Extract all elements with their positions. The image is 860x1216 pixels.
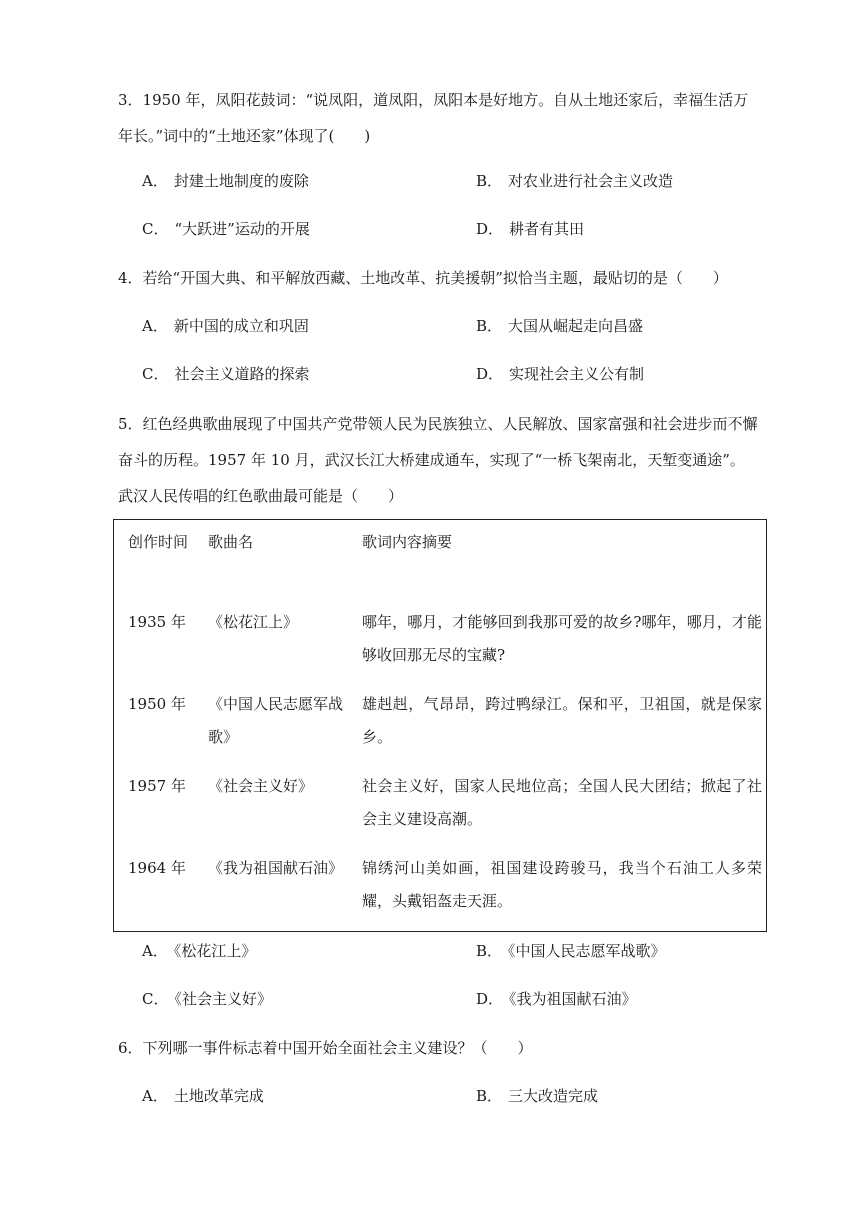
question-3-option-b[interactable] bbox=[476, 170, 673, 192]
table-cell-song: 《中国人民志愿军战歌》 bbox=[208, 695, 344, 746]
table-cell-lyrics: 哪年，哪月，才能够回到我那可爱的故乡?哪年，哪月，才能够收回那无尽的宝藏? bbox=[362, 613, 762, 664]
table-cell-time: 1957 年 bbox=[128, 777, 186, 795]
question-4-option-b[interactable] bbox=[476, 315, 643, 337]
option-letter: C． bbox=[142, 365, 169, 383]
option-letter: B． bbox=[476, 942, 503, 960]
option-letter: D． bbox=[476, 220, 504, 238]
question-5-option-d[interactable] bbox=[476, 988, 637, 1010]
table-cell-song: 《我为祖国献石油》 bbox=[208, 859, 344, 877]
option-letter: A． bbox=[142, 317, 168, 335]
option-text: 《我为祖国献石油》 bbox=[509, 990, 637, 1008]
table-header-time: 创作时间 bbox=[128, 533, 189, 551]
table-cell-time: 1935 年 bbox=[128, 613, 186, 631]
question-5-option-b[interactable] bbox=[476, 940, 666, 962]
question-5-stem: 5．红色经典歌曲展现了中国共产党带领人民为民族独立、人民解放、国家富强和社会进步而不懈奋斗的历程。1957 年 10 月，武汉长江大桥建成通车，实现了“一桥飞架南北，天堑变通途”。武汉人民传唱的红色歌曲最可能是（ ） bbox=[118, 415, 758, 505]
table-cell-song: 《松花江上》 bbox=[208, 613, 299, 631]
option-text: 新中国的成立和巩固 bbox=[173, 317, 309, 335]
question-4-option-a[interactable] bbox=[142, 315, 309, 337]
option-text: “大跃进”运动的开展 bbox=[174, 220, 310, 238]
question-5-option-a[interactable] bbox=[142, 940, 256, 962]
option-text: 封建土地制度的废除 bbox=[173, 172, 309, 190]
option-letter: A． bbox=[142, 172, 168, 190]
table-cell-lyrics: 社会主义好，国家人民地位高；全国人民大团结；掀起了社会主义建设高潮。 bbox=[362, 777, 762, 828]
option-text: 三大改造完成 bbox=[508, 1087, 599, 1105]
option-text: 对农业进行社会主义改造 bbox=[508, 172, 674, 190]
song-table bbox=[113, 519, 767, 932]
option-text: 土地改革完成 bbox=[173, 1087, 264, 1105]
option-letter: D． bbox=[476, 990, 504, 1008]
question-3-option-a[interactable] bbox=[142, 170, 309, 192]
question-4-stem: 4．若给“开国大典、和平解放西藏、土地改革、抗美援朝”拟恰当主题，最贴切的是（ ） bbox=[118, 269, 728, 287]
option-text: 社会主义道路的探索 bbox=[174, 365, 310, 383]
option-letter: D． bbox=[476, 365, 504, 383]
table-header-song: 歌曲名 bbox=[208, 533, 254, 551]
table-cell-song: 《社会主义好》 bbox=[208, 777, 314, 795]
table-cell-lyrics: 雄赳赳，气昂昂，跨过鸭绿江。保和平，卫祖国，就是保家乡。 bbox=[362, 695, 762, 746]
question-5-option-c[interactable] bbox=[142, 988, 272, 1010]
question-4-option-d[interactable] bbox=[476, 363, 644, 385]
question-4-option-c[interactable] bbox=[142, 363, 310, 385]
option-letter: A． bbox=[142, 942, 168, 960]
table-cell-lyrics: 锦绣河山美如画，祖国建设跨骏马，我当个石油工人多荣耀，头戴铝盔走天涯。 bbox=[362, 859, 762, 910]
option-text: 《松花江上》 bbox=[173, 942, 257, 960]
option-letter: B． bbox=[476, 172, 503, 190]
question-6-option-a[interactable] bbox=[142, 1085, 264, 1107]
option-text: 实现社会主义公有制 bbox=[509, 365, 645, 383]
question-6-option-b[interactable] bbox=[476, 1085, 598, 1107]
option-text: 大国从崛起走向昌盛 bbox=[508, 317, 644, 335]
question-3-option-c[interactable] bbox=[142, 218, 310, 240]
table-header-lyrics: 歌词内容摘要 bbox=[362, 533, 453, 551]
option-letter: A． bbox=[142, 1087, 168, 1105]
option-text: 耕者有其田 bbox=[509, 220, 585, 238]
table-cell-time: 1950 年 bbox=[128, 695, 186, 713]
option-letter: C． bbox=[142, 990, 169, 1008]
option-letter: B． bbox=[476, 317, 503, 335]
question-6-stem: 6．下列哪一事件标志着中国开始全面社会主义建设？（ ） bbox=[118, 1039, 533, 1057]
option-letter: C． bbox=[142, 220, 169, 238]
option-text: 《中国人民志愿军战歌》 bbox=[508, 942, 666, 960]
option-letter: B． bbox=[476, 1087, 503, 1105]
question-3-stem: 3．1950 年，凤阳花鼓词：“说凤阳，道凤阳，凤阳本是好地方。自从土地还家后，幸福生活万年长。”词中的“土地还家”体现了( ) bbox=[118, 91, 749, 145]
question-3-option-d[interactable] bbox=[476, 218, 584, 240]
table-cell-time: 1964 年 bbox=[128, 859, 186, 877]
option-text: 《社会主义好》 bbox=[174, 990, 272, 1008]
